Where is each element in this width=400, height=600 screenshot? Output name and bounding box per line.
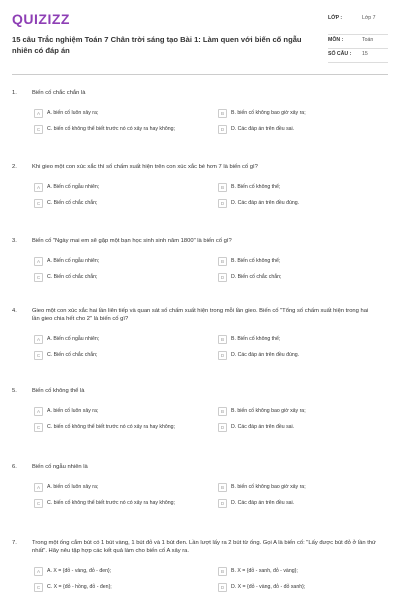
option-text: A. biến cố luôn xảy ra; [47,483,99,490]
question [12,387,388,463]
answer-options [34,563,388,595]
worksheet-header [12,0,388,74]
option-letter-box: A [34,335,43,344]
question-header [12,237,388,245]
answer-option-d[interactable] [218,579,390,595]
option-text: A. Biến cố ngẫu nhiên; [47,335,100,342]
meta-count-label: SỐ CÂU : [328,51,352,57]
header-left [12,12,312,74]
meta-subject-row [328,35,388,49]
question-header [12,307,388,323]
answer-option-b[interactable] [218,331,390,347]
option-text: B. biến cố không bao giờ xảy ra; [231,483,306,490]
question-number: 2. [12,164,17,170]
option-letter-box: C [34,499,43,508]
answer-option-a[interactable] [34,563,218,579]
option-text: B. Biến cố không thể; [231,257,281,264]
answer-option-b[interactable] [218,403,390,419]
option-text: B. X = {đỏ - xanh, đỏ - vàng}; [231,567,298,574]
option-letter-box: C [34,351,43,360]
answer-options [34,331,388,363]
option-letter-box: D [218,423,227,432]
question-list [12,89,388,599]
option-text: C. Biến cố chắc chắn; [47,351,98,358]
answer-option-a[interactable] [34,105,218,121]
question [12,539,388,599]
answer-option-b[interactable] [218,253,390,269]
option-letter-box: B [218,483,227,492]
option-text: C. biến cố không thể biết trước nó có xảy ra hay không; [47,423,175,430]
question-text: Biến cố ngẫu nhiên là [32,464,88,470]
option-letter-box: C [34,199,43,208]
option-text: B. Biến cố không thể; [231,183,281,190]
option-letter-box: A [34,257,43,266]
option-letter-box: C [34,273,43,282]
answer-option-a[interactable] [34,253,218,269]
option-text: B. biến cố không bao giờ xảy ra; [231,407,306,414]
meta-class-label: LỚP : [328,15,343,21]
option-text: D. Các đáp án trên đều sai. [231,423,295,430]
question-text: Gieo một con xúc xắc hai lần liên tiếp và quan sát số chấm xuất hiện trong mỗi lần gieo. Biến cố "Tổng số chấm xuất hiện trong hai lần gieo chia hết cho 2" là biến cố gì? [32,308,369,322]
answer-option-c[interactable] [34,495,218,511]
answer-option-b[interactable] [218,479,390,495]
meta-subject-value: Toán [362,37,374,43]
meta-count-row [328,49,388,63]
question-header [12,463,388,471]
answer-option-d[interactable] [218,347,390,363]
question-number: 5. [12,388,17,394]
answer-option-c[interactable] [34,269,218,285]
option-text: C. biến cố không thể biết trước nó có xảy ra hay không; [47,125,175,132]
quizizz-logo[interactable]: QUIZIZZ [12,11,70,27]
option-text: C. X = {đỏ - hồng, đỏ - đen}; [47,583,112,590]
question [12,89,388,163]
answer-option-b[interactable] [218,563,390,579]
header-divider [12,74,388,75]
question-text: Trong một ống cắm bút có 1 bút vàng, 1 bút đỏ và 1 bút đen. Lần lượt lấy ra 2 bút từ ống. Gọi A là biến cố: "Lấy được bút đỏ ở lần thứ nhất". Hãy nêu tập hợp các kết quả làm cho biến cố A xảy ra. [32,540,376,554]
worksheet-meta [328,13,388,74]
option-text: D. X = {đỏ - vàng, đỏ - đỏ xanh}; [231,583,306,590]
option-text: A. X = {đỏ - vàng, đỏ - đen}; [47,567,112,574]
answer-option-a[interactable] [34,331,218,347]
question-text: Biến cố chắc chắn là [32,90,86,96]
option-letter-box: A [34,407,43,416]
option-letter-box: C [34,423,43,432]
option-text: B. biến cố không bao giờ xảy ra; [231,109,306,116]
option-text: D. Các đáp án trên đều đúng. [231,199,300,206]
option-letter-box: D [218,351,227,360]
option-text: B. Biến cố không thể; [231,335,281,342]
option-letter-box: B [218,257,227,266]
question-header [12,163,388,171]
answer-option-d[interactable] [218,495,390,511]
question [12,307,388,387]
option-text: C. Biến cố chắc chắn; [47,199,98,206]
option-text: A. Biến cố ngẫu nhiên; [47,183,100,190]
option-text: A. biến cố luôn xảy ra; [47,407,99,414]
question-number: 7. [12,540,17,546]
question-header [12,89,388,97]
meta-class-row [328,13,388,35]
question-header [12,539,388,555]
question-number: 3. [12,238,17,244]
option-text: D. Các đáp án trên đều sai. [231,125,295,132]
answer-option-d[interactable] [218,195,390,211]
option-letter-box: B [218,109,227,118]
option-letter-box: D [218,199,227,208]
option-text: D. Các đáp án trên đều sai. [231,499,295,506]
question-header [12,387,388,395]
answer-option-d[interactable] [218,269,390,285]
question [12,237,388,307]
answer-option-c[interactable] [34,579,218,595]
answer-options [34,253,388,285]
answer-option-b[interactable] [218,179,390,195]
question [12,463,388,539]
question-number: 1. [12,90,17,96]
question-text: Khi gieo một con xúc xắc thì số chấm xuất hiện trên con xúc xắc bé hơn 7 là biến cố gì? [32,164,258,170]
question-text: Biến cố "Ngày mai em sẽ gặp một bạn học sinh sinh năm 1800" là biến cố gì? [32,238,232,244]
option-text: C. Biến cố chắc chắn; [47,273,98,280]
answer-options [34,105,388,137]
answer-option-d[interactable] [218,121,390,137]
option-text: D. Các đáp án trên đều đúng. [231,351,300,358]
option-letter-box: A [34,567,43,576]
answer-option-a[interactable] [34,403,218,419]
option-letter-box: B [218,335,227,344]
option-letter-box: A [34,483,43,492]
option-text: A. biến cố luôn xảy ra; [47,109,99,116]
answer-option-c[interactable] [34,347,218,363]
option-letter-box: D [218,273,227,282]
option-letter-box: B [218,183,227,192]
question-number: 4. [12,308,17,314]
option-letter-box: A [34,109,43,118]
answer-options [34,403,388,435]
option-letter-box: D [218,125,227,134]
option-text: A. Biến cố ngẫu nhiên; [47,257,100,264]
option-letter-box: C [34,583,43,592]
question-number: 6. [12,464,17,470]
answer-option-c[interactable] [34,419,218,435]
option-text: C. biến cố không thể biết trước nó có xảy ra hay không; [47,499,175,506]
answer-option-b[interactable] [218,105,390,121]
option-letter-box: D [218,499,227,508]
answer-options [34,179,388,211]
meta-class-value: Lớp 7 [362,15,376,21]
answer-option-a[interactable] [34,179,218,195]
answer-option-c[interactable] [34,121,218,137]
meta-count-value: 15 [362,51,368,57]
answer-option-c[interactable] [34,195,218,211]
option-letter-box: D [218,583,227,592]
option-text: D. Biến cố chắc chắn; [231,273,282,280]
option-letter-box: C [34,125,43,134]
option-letter-box: B [218,567,227,576]
meta-subject-label: MÔN : [328,37,344,43]
answer-options [34,479,388,511]
option-letter-box: A [34,183,43,192]
question [12,163,388,237]
option-letter-box: B [218,407,227,416]
answer-option-a[interactable] [34,479,218,495]
document-title: 15 câu Trắc nghiệm Toán 7 Chân trời sáng tạo Bài 1: Làm quen với biến cố ngẫu nhiên có đáp án [12,35,302,55]
answer-option-d[interactable] [218,419,390,435]
question-text: Biến cố không thể là [32,388,85,394]
